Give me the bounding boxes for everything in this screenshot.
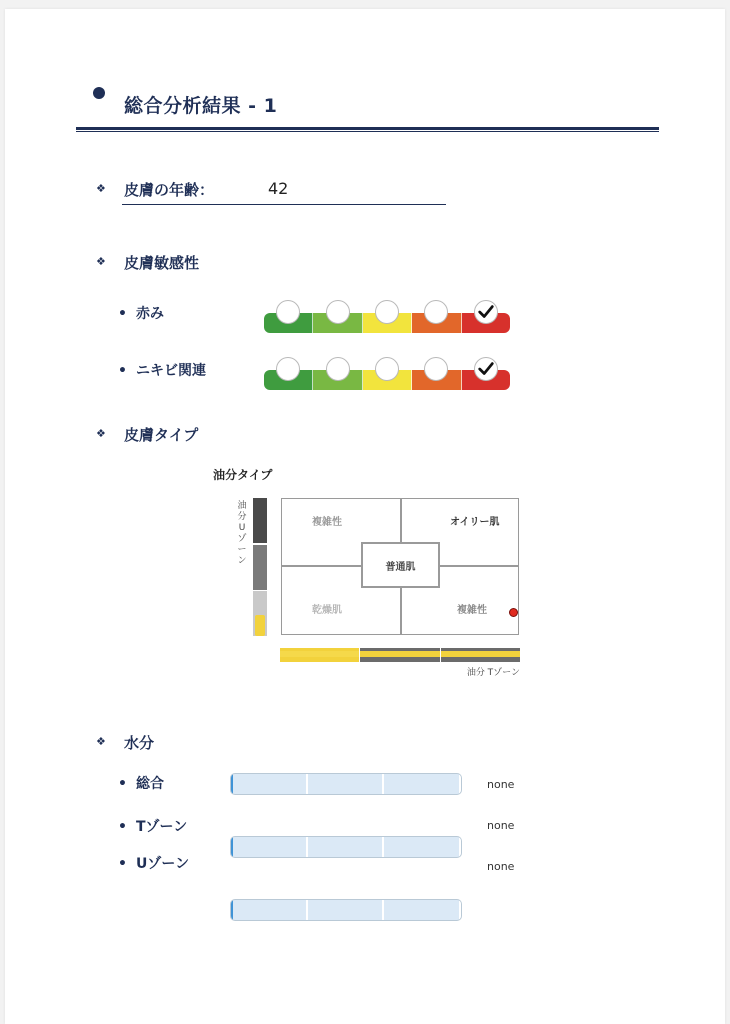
moisture-t-zone-value: none xyxy=(487,819,515,832)
meter-segment xyxy=(412,370,461,390)
quadrant-bottom-right: 複雑性 xyxy=(457,605,487,616)
empty-circle-icon xyxy=(326,357,350,381)
moisture-bar-segment xyxy=(231,900,308,920)
moisture-u-zone-label: Uゾーン xyxy=(136,856,190,872)
moisture-item-bullet: • xyxy=(118,819,127,835)
moisture-total-label: 総合 xyxy=(136,776,164,792)
moisture-u-zone-bar xyxy=(230,899,462,921)
skin-type-marker xyxy=(509,608,518,617)
quadrant-top-left: 複雑性 xyxy=(312,517,342,528)
section-diamond-icon: ❖ xyxy=(96,427,106,440)
section-diamond-icon: ❖ xyxy=(96,255,106,268)
section-diamond-icon: ❖ xyxy=(96,182,106,195)
title-bullet-icon xyxy=(93,87,105,99)
moisture-u-zone-value: none xyxy=(487,860,515,873)
acne-meter xyxy=(264,370,510,390)
moisture-bar-segment xyxy=(231,774,308,794)
moisture-bar-segment xyxy=(384,900,461,920)
empty-circle-icon xyxy=(276,357,300,381)
skin-type-label: 皮膚タイプ xyxy=(124,426,199,444)
moisture-bar-segment xyxy=(308,900,385,920)
moisture-total-value: none xyxy=(487,778,515,791)
u-bar-fill xyxy=(255,615,265,636)
oil-type-chart-title: 油分タイプ xyxy=(213,468,273,482)
moisture-bar-segment xyxy=(384,774,461,794)
sensitivity-label: 皮膚敏感性 xyxy=(124,254,200,272)
u-zone-axis-label: 油分 Uゾーン xyxy=(237,501,247,566)
moisture-bar-fill xyxy=(231,774,233,794)
u-bar-segment xyxy=(253,545,267,590)
empty-circle-icon xyxy=(375,300,399,324)
skin-age-underline xyxy=(122,204,446,205)
sensitivity-item-bullet: • xyxy=(118,363,127,379)
moisture-bar-fill xyxy=(231,900,233,920)
meter-segment xyxy=(313,313,362,333)
moisture-item-bullet: • xyxy=(118,776,127,792)
sensitivity-item-bullet: • xyxy=(118,306,127,322)
moisture-bar-segment xyxy=(231,837,308,857)
t-zone-axis-label: 油分 Tゾーン xyxy=(466,668,520,678)
t-bar-fill xyxy=(360,651,439,657)
meter-segment xyxy=(462,370,510,390)
page-title: 総合分析結果 - 1 xyxy=(124,95,278,117)
t-bar-segment xyxy=(441,648,520,662)
meter-segment xyxy=(264,370,313,390)
meter-segment xyxy=(462,313,510,333)
empty-circle-icon xyxy=(326,300,350,324)
checked-circle-icon xyxy=(474,300,498,324)
t-zone-oil-bar xyxy=(280,648,520,662)
quadrant-top-right: オイリー肌 xyxy=(450,517,500,528)
meter-segment xyxy=(264,313,313,333)
skin-age-label: 皮膚の年齢： xyxy=(124,181,215,199)
moisture-t-zone-bar xyxy=(230,836,462,858)
moisture-bar-fill xyxy=(231,837,233,857)
title-rule-thin xyxy=(76,131,659,132)
title-rule xyxy=(76,127,659,130)
acne-label: ニキビ関連 xyxy=(136,363,206,379)
moisture-bar-segment xyxy=(308,774,385,794)
checked-circle-icon xyxy=(474,357,498,381)
moisture-bar-segment xyxy=(308,837,385,857)
moisture-item-bullet: • xyxy=(118,856,127,872)
moisture-label: 水分 xyxy=(124,734,155,752)
quadrant-bottom-left: 乾燥肌 xyxy=(312,605,342,616)
redness-label: 赤み xyxy=(136,306,164,322)
meter-segment xyxy=(363,313,412,333)
empty-circle-icon xyxy=(424,300,448,324)
t-bar-fill xyxy=(441,651,520,657)
moisture-total-bar xyxy=(230,773,462,795)
empty-circle-icon xyxy=(276,300,300,324)
u-zone-oil-bar xyxy=(253,498,267,636)
quadrant-center: 普通肌 xyxy=(361,542,440,588)
u-bar-segment xyxy=(253,498,267,543)
meter-segment xyxy=(313,370,362,390)
skin-type-grid xyxy=(281,498,519,635)
empty-circle-icon xyxy=(375,357,399,381)
t-bar-fill xyxy=(280,651,359,657)
redness-meter xyxy=(264,313,510,333)
meter-segment xyxy=(412,313,461,333)
section-diamond-icon: ❖ xyxy=(96,735,106,748)
skin-age-value: 42 xyxy=(268,179,289,198)
moisture-t-zone-label: Tゾーン xyxy=(136,819,188,835)
moisture-bar-segment xyxy=(384,837,461,857)
t-bar-segment xyxy=(280,648,359,662)
t-bar-segment xyxy=(360,648,439,662)
meter-segment xyxy=(363,370,412,390)
empty-circle-icon xyxy=(424,357,448,381)
